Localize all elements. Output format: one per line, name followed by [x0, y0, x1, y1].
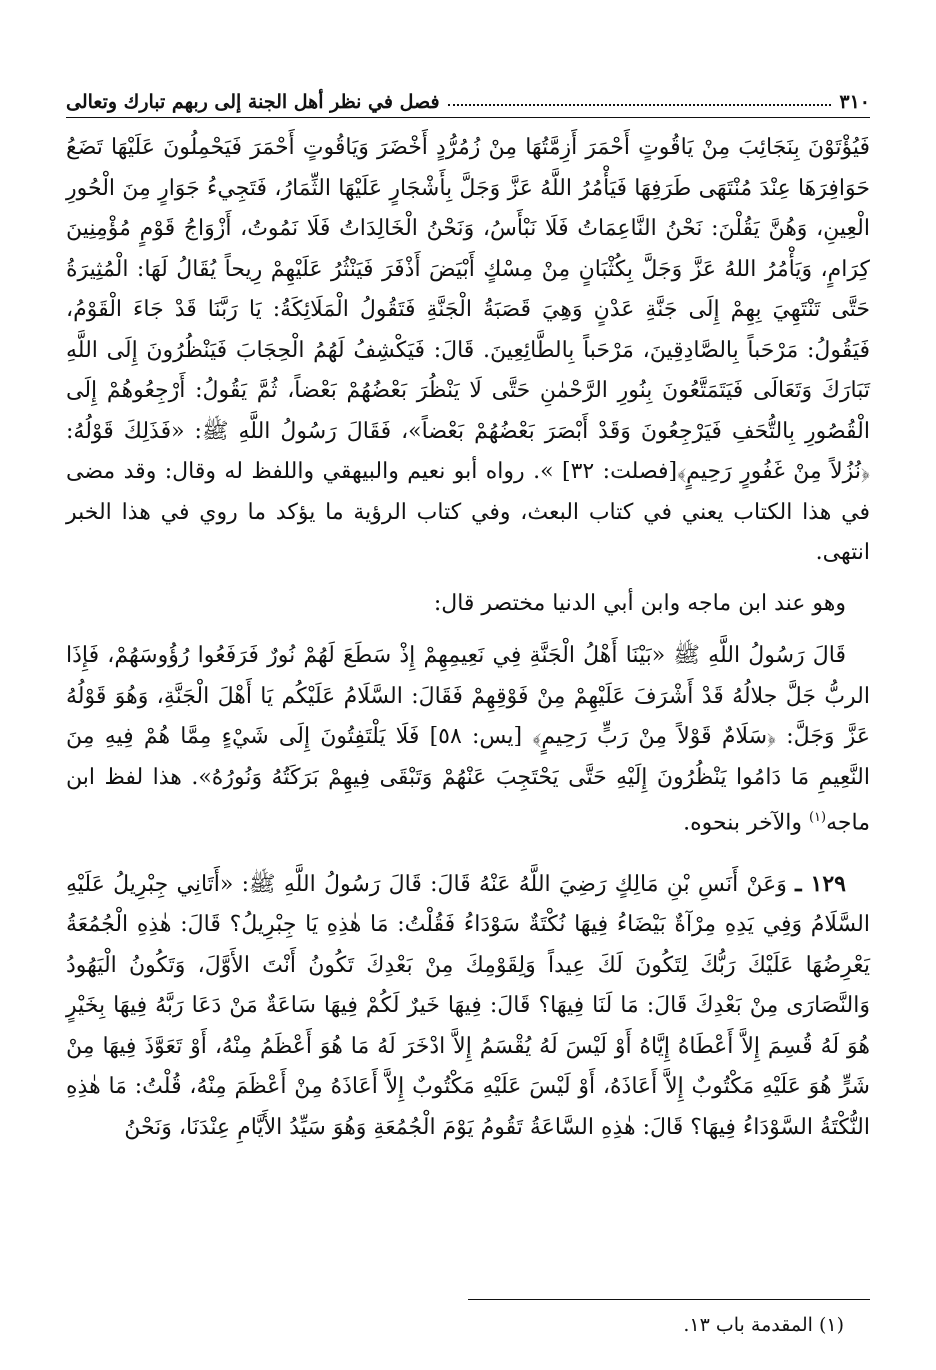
hadith-129-text: وَعَنْ أَنَسِ بْنِ مَالِكٍ رَضِيَ اللَّهُ عَنْهُ قَالَ: قَالَ رَسُولُ اللَّهِ ﷺ: «أَتَانِي جِبْرِيلُ عَلَيْهِ السَّلَامُ وَفِي يَدِهِ مِرْآةٌ بَيْضَاءُ فِيهَا نُكْتَةٌ سَوْدَاءُ فَقُلْتُ: مَا هٰذِهِ يَا جِبْرِيلُ؟ قَالَ: هٰذِهِ الْجُمُعَةُ يَعْرِضُهَا عَلَيْكَ رَبُّكَ لِتَكُونَ لَكَ عِيداً وَلِقَوْمِكَ مِنْ بَعْدِكَ تَكُونُ أَنْتَ الأَوَّلَ، وَتَكُونُ الْيَهُودُ وَالنَّصَارَى مِنْ بَعْدِكَ قَالَ: مَا لَنَا فِيهَا؟ قَالَ: فِيهَا خَيرٌ لَكُمْ فِيهَا سَاعَةٌ مَنْ دَعَا رَبَّهُ فِيهَا بِخَيْرٍ هُوَ لَهُ قُسِمَ إِلاَّ أَعْطَاهُ إِيَّاهُ أَوْ لَيْسَ لَهُ يُقْسَمُ إِلاَّ ادْخَرَ لَهُ مَا هُوَ أَعْظَمُ مِنْهُ، أَوْ تَعَوَّذَ فِيهَا مِنْ شَرٍّ هُوَ عَلَيْهِ مَكْتُوبٌ إِلاَّ أَعَاذَهُ، أَوْ لَيْسَ عَلَيْهِ مَكْتُوبٌ إِلاَّ أَعَاذَهُ مِنْ أَعْظَمَ مِنْهُ، قُلْتُ: مَا هٰذِهِ النُّكْتَةُ السَّوْدَاءُ فِيهَا؟ قَالَ: هٰذِهِ السَّاعَةُ تَقُومُ يَوْمَ الْجُمُعَةِ وَهُوَ سَيِّدُ الأَيَّامِ عِنْدَنَا، وَنَحْنُ [66, 871, 871, 1140]
hadith-number: ١٢٩ ـ [795, 870, 846, 897]
paragraph-hadith-129 [66, 864, 870, 1149]
footnote-marker: (١) [818, 1314, 844, 1336]
page-number: ٣١٠ [839, 91, 870, 113]
header-dot-leader [448, 104, 832, 106]
ibn-majah-tail: والآخر بنحوه. [683, 810, 809, 836]
paragraph-ibn-majah-hadith [66, 636, 870, 844]
running-header [66, 86, 870, 118]
chapter-title: فصل في نظر أهل الجنة إلى ربهم تبارك وتعالى [66, 91, 440, 113]
paragraph-ibn-majah-intro: وهو عند ابن ماجه وابن أبي الدنيا مختصر قال: [433, 590, 846, 616]
ibn-majah-text: قَالَ رَسُولُ اللَّهِ ﷺ «بَيْنَا أَهْلُ الْجَنَّةِ فِي نَعِيمِهِمْ إِذْ سَطَعَ لَهُمْ نُورٌ فَرَفَعُوا رُؤُوسَهُمْ، فَإِذَا الربُّ جَلَّ جلالُهُ قَدْ أَشْرَفَ عَلَيْهِمْ مِنْ فَوْقِهِمْ فَقَالَ: السَّلَامُ عَلَيْكُم يَا أَهْلَ الْجَنَّةِ، وَهُوَ قَوْلُهُ عَزَّ وَجَلَّ: ﴿سَلَامٌ قَوْلاً مِنْ رَبٍّ رَحِيمٍ﴾ [يس: ٥٨] فَلَا يَلْتَفِتُونَ إِلَى شَيْءٍ مِمَّا هُمْ فِيهِ مِنَ النَّعِيمِ مَا دَامُوا يَنْظُرُونَ إِلَيْهِ حَتَّى يَحْتَجِبَ عَنْهُمْ وَتَبْقَى فِيهِمْ بَرَكَتُهُ وَنُورُهُ». هذا لفظ ابن ماجه [66, 643, 870, 836]
main-text [66, 128, 870, 1148]
footnote-reference[interactable]: (١) [808, 810, 827, 825]
footnote-divider [468, 1299, 870, 1300]
paragraph-hadith-continuation: فَيُؤْتَوْنَ بِنَجَائِبَ مِنْ يَاقُوتٍ أَحْمَرَ أَزِمَّتُهَا مِنْ زُمُرُّدٍ أَخْضَرَ وَيَاقُوتٍ أَحْمَرَ فَيَحْمِلُونَ عَلَيْهَا تَضَعُ حَوَافِرَهَا عِنْدَ مُنْتَهَى طَرَفِهَا فَيَأْمُرُ اللَّهُ عَزَّ وَجَلَّ بِأَشْجَارٍ عَلَيْهَا الثِّمَارُ، فَتَجِيءُ جَوَارٍ مِنَ الْحُورِ الْعِينِ، وَهُنَّ يَقُلْنَ: نَحْنُ النَّاعِمَاتُ فَلَا نَبْأَسُ، وَنَحْنُ الْخَالِدَاتُ فَلَا نَمُوتُ، أَزْوَاجُ قَوْمٍ مُؤْمِنِينَ كِرَامٍ، وَيَأْمُرُ اللهُ عَزَّ وَجَلَّ بِكُثْبَانٍ مِنْ مِسْكٍ أَبْيَضَ أَذْفَرَ فَيَنْثُرُ عَلَيْهِمْ رِيحاً يُقَالُ لَهَا: الْمُثِيرَةُ حَتَّى تَنْتَهِيَ بِهِمْ إِلَى جَنَّةِ عَدْنٍ وَهِيَ قَصَبَةُ الْجَنَّةِ فَتَقُولُ الْمَلَائِكَةُ: يَا رَبَّنَا قَدْ جَاءَ الْقَوْمُ، فَيَقُولُ: مَرْحَباً بِالصَّادِقِينَ، مَرْحَباً بِالطَّائِعِينَ. قَالَ: فَيَكْشِفُ لَهُمُ الْحِجَابَ فَيَنْظُرُونَ إِلَى اللَّهِ تَبَارَكَ وَتَعَالَى فَيَتَمَتَّعُونَ بِنُورِ الرَّحْمٰنِ حَتَّى لَا يَنْظُرَ بَعْضُهُمْ بَعْضاً، ثُمَّ يَقُولُ: أَرْجِعُوهُمْ إِلَى الْقُصُورِ بِالتُّحَفِ فَيَرْجِعُونَ وَقَدْ أَبْصَرَ بَعْضُهُمْ بَعْضاً»، فَقَالَ رَسُولُ اللَّهِ ﷺ: «فَذَلِكَ قَوْلُهُ: ﴿نُزُلاً مِنْ غَفُورٍ رَحِيمٍ﴾[فصلت: ٣٢] ». رواه أبو نعيم والبيهقي واللفظ له وقال: وقد مضى في هذا الكتاب يعني في كتاب البعث، وفي كتاب الرؤية ما يؤكد ما روي في هذا الخبر انتهى. [66, 135, 870, 565]
footnote-text: المقدمة باب ١٣. [683, 1314, 813, 1336]
footnote [66, 1310, 844, 1340]
